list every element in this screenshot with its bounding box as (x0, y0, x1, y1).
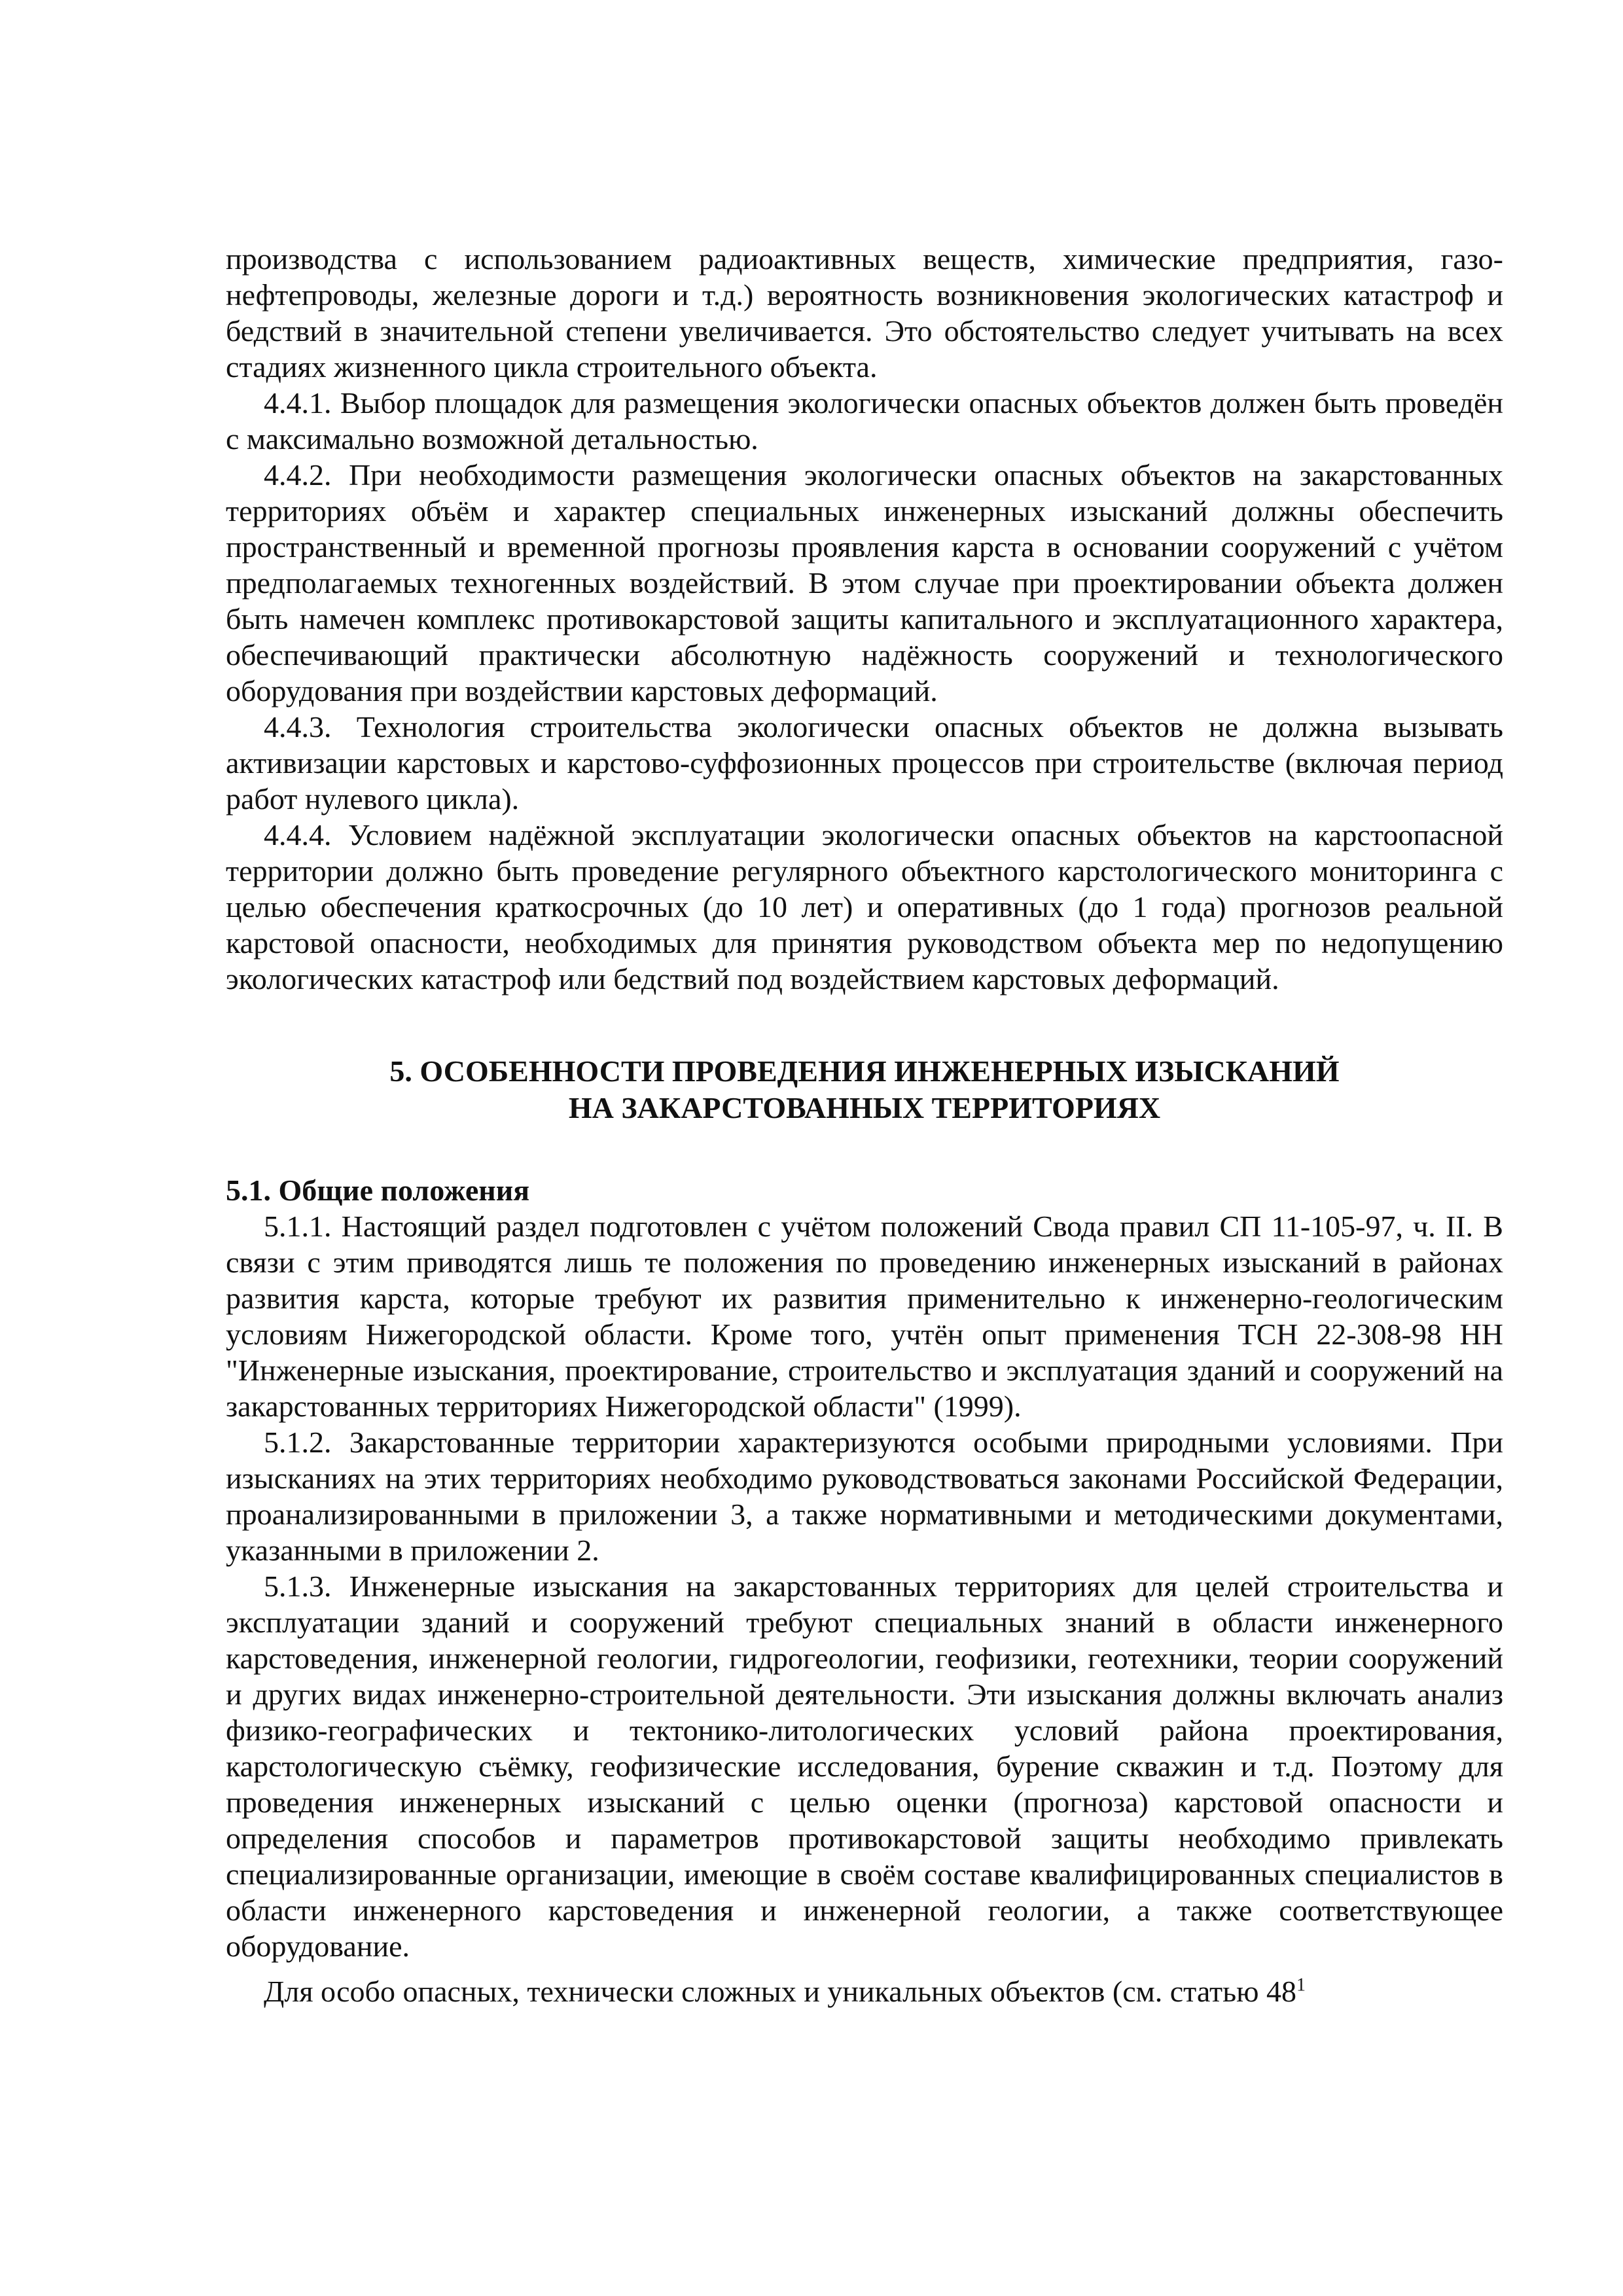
paragraph-4-4-2: 4.4.2. При необходимости размещения экологически опасных объектов на закарстованных территориях объём и характер специальных инженерных изысканий должны обеспечить пространственный и временной прогнозы проявления карста в основании сооружений с учётом предполагаемых техногенных воздействий. В этом случае при проектировании объекта должен быть намечен комплекс противокарстовой защиты капитального и эксплуатационного характера, обеспечивающий практически абсолютную надёжность сооружений и технологического оборудования при воздействии карстовых деформаций. (226, 458, 1503, 708)
paragraph-4-4-4: 4.4.4. Условием надёжной эксплуатации экологически опасных объектов на карстоопасной территории должно быть проведение регулярного объектного карстологического мониторинга с целью обеспечения краткосрочных (до 10 лет) и оперативных (до 1 года) прогнозов реальной карстовой опасности, необходимых для принятия руководством объекта мер по недопущению экологических катастроф или бедствий под воздействием карстовых деформаций. (226, 818, 1503, 996)
paragraph-5-1-1: 5.1.1. Настоящий раздел подготовлен с учётом положений Свода правил СП 11-105-97, ч. II. В связи с этим приводятся лишь те положения по проведению инженерных изысканий в районах развития карста, которые требуют их развития применительно к инженерно-геологическим условиям Нижегородской области. Кроме того, учтён опыт применения ТСН 22-308-98 НН "Инженерные изыскания, проектирование, строительство и эксплуатация зданий и сооружений на закарстованных территориях Нижегородской области" (1999). (226, 1210, 1503, 1423)
section-heading (226, 1053, 1503, 1126)
paragraph-4-4-1: 4.4.1. Выбор площадок для размещения экологически опасных объектов должен быть проведён с максимально возможной детальностью. (226, 386, 1503, 456)
section-heading-line-2: НА ЗАКАРСТОВАННЫХ ТЕРРИТОРИЯХ (568, 1091, 1161, 1124)
paragraph-5-1-2: 5.1.2. Закарстованные территории характеризуются особыми природными условиями. При изысканиях на этих территориях необходимо руководствоваться законами Российской Федерации, проанализированными в приложении 3, а также нормативными и методическими документами, указанными в приложении 2. (226, 1426, 1503, 1567)
section-heading-line-1: 5. ОСОБЕННОСТИ ПРОВЕДЕНИЯ ИНЖЕНЕРНЫХ ИЗЫСКАНИЙ (389, 1054, 1340, 1088)
paragraph-intro: производства с использованием радиоактивных веществ, химические предприятия, газо-нефтепроводы, железные дороги и т.д.) вероятность возникновения экологических катастроф и бедствий в значительной степени увеличивается. Это обстоятельство следует учитывать на всех стадиях жизненного цикла строительного объекта. (226, 242, 1503, 384)
subsection-heading: 5.1. Общие положения (226, 1174, 530, 1207)
paragraph-last-text: Для особо опасных, технически сложных и уникальных объектов (см. статью 48 (264, 1975, 1296, 2008)
paragraph-last (226, 1973, 1503, 2009)
paragraph-4-4-3: 4.4.3. Технология строительства экологически опасных объектов не должна вызывать активизации карстовых и карстово-суффозионных процессов при строительстве (включая период работ нулевого цикла). (226, 710, 1503, 816)
paragraph-5-1-3: 5.1.3. Инженерные изыскания на закарстованных территориях для целей строительства и эксплуатации зданий и сооружений требуют специальных знаний в области инженерного карстоведения, инженерной геологии, гидрогеологии, геофизики, геотехники, теории сооружений и других видах инженерно-строительной деятельности. Эти изыскания должны включать анализ физико-географических и тектонико-литологических условий района проектирования, карстологическую съёмку, геофизические исследования, бурение скважин и т.д. Поэтому для проведения инженерных изысканий с целью оценки (прогноза) карстовой опасности и определения способов и параметров противокарстовой защиты необходимо привлекать специализированные организации, имеющие в своём составе квалифицированных специалистов в области инженерного карстоведения и инженерной геологии, а также соответствующее оборудование. (226, 1570, 1503, 1963)
footnote-marker: 1 (1296, 1975, 1306, 1996)
document-page (226, 241, 1503, 2009)
